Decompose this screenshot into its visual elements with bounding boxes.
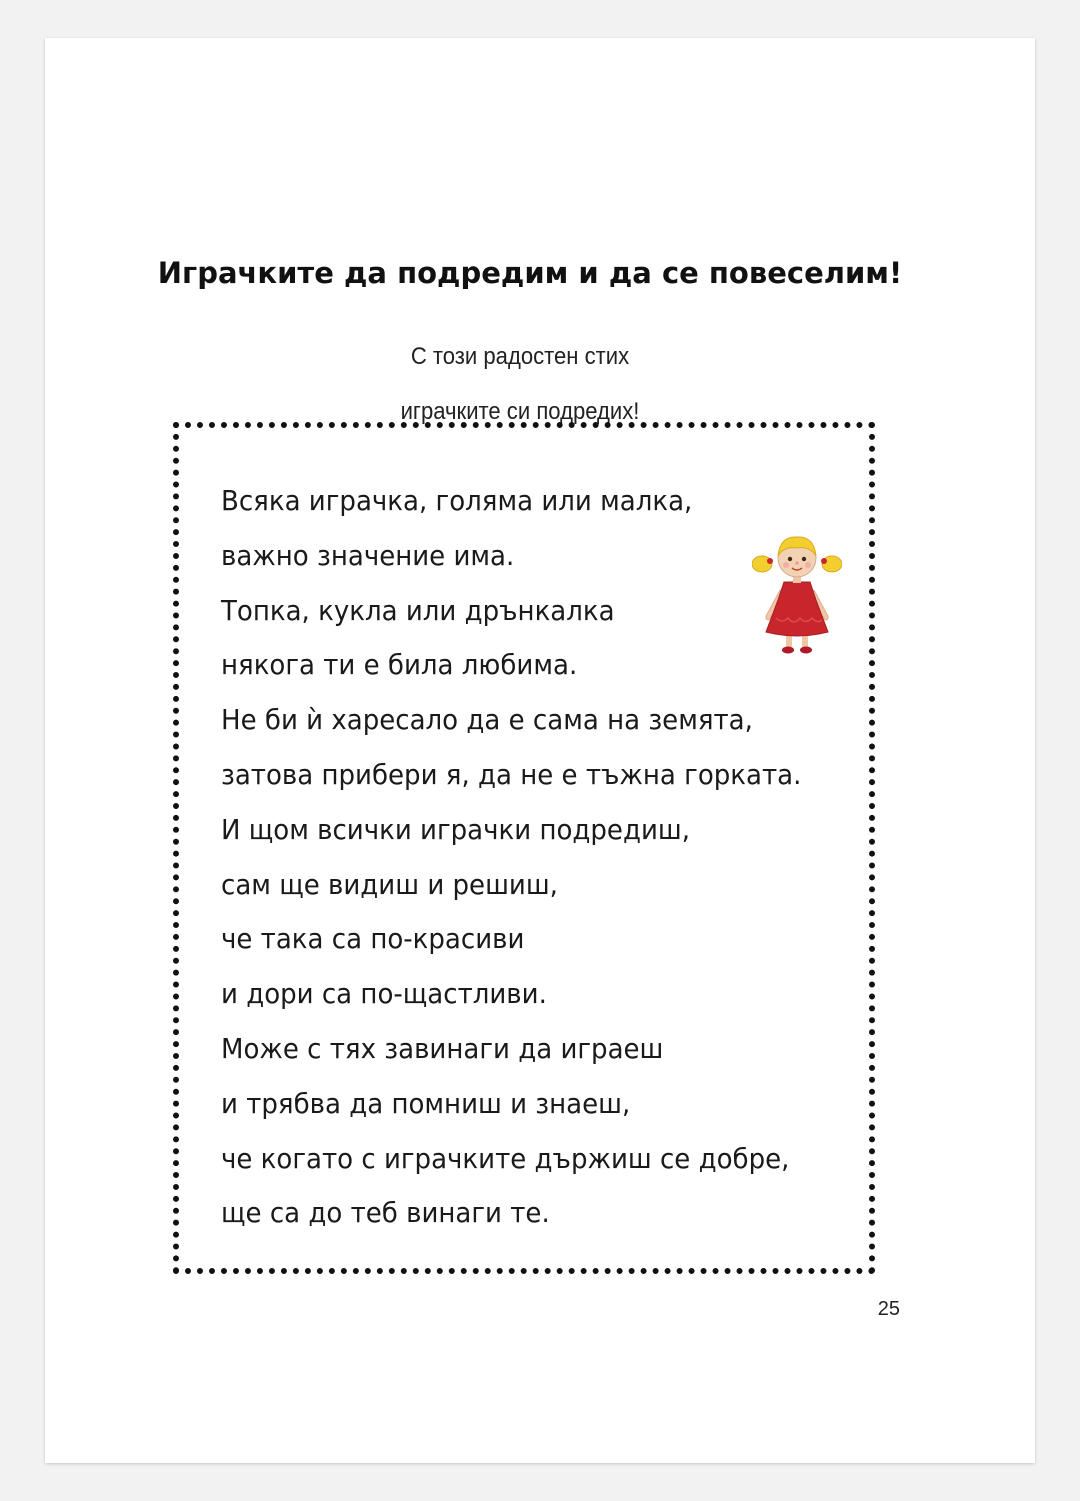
poem-line: Всяка играчка, голяма или малка, <box>221 484 693 517</box>
poem-line: че така са по-красиви <box>221 922 525 956</box>
document-page <box>45 38 1035 1463</box>
poem-line: Не би ѝ харесало да е сама на земята, <box>221 703 753 737</box>
poem-line: и дори са по-щастливи. <box>221 977 547 1011</box>
poem-line: сам ще видиш и решиш, <box>221 867 558 901</box>
intro-line-2: играчките си подредих! <box>400 398 640 425</box>
poem-line: Топка, кукла или дрънкалка <box>221 593 615 627</box>
poem-line: затова прибери я, да не е тъжна горката. <box>221 757 802 791</box>
poem-box <box>173 422 875 1274</box>
poem-line: ще са до теб винаги те. <box>221 1196 550 1230</box>
page-title: Играчките да подредим и да се повеселим! <box>157 256 903 290</box>
doll-illustration <box>752 528 842 658</box>
poem-line: важно значение има. <box>221 538 515 572</box>
poem-line: Може с тях завинаги да играеш <box>221 1031 664 1065</box>
page-number: 25 <box>877 1298 900 1320</box>
intro-line-1: С този радостен стих <box>410 343 630 370</box>
poem-line: и трябва да помниш и знаеш, <box>221 1086 631 1120</box>
poem-line: че когато с играчките държиш се добре, <box>221 1141 790 1175</box>
poem-line: И щом всички играчки подредиш, <box>221 812 690 846</box>
poem-line: някога ти е била любима. <box>221 648 578 682</box>
